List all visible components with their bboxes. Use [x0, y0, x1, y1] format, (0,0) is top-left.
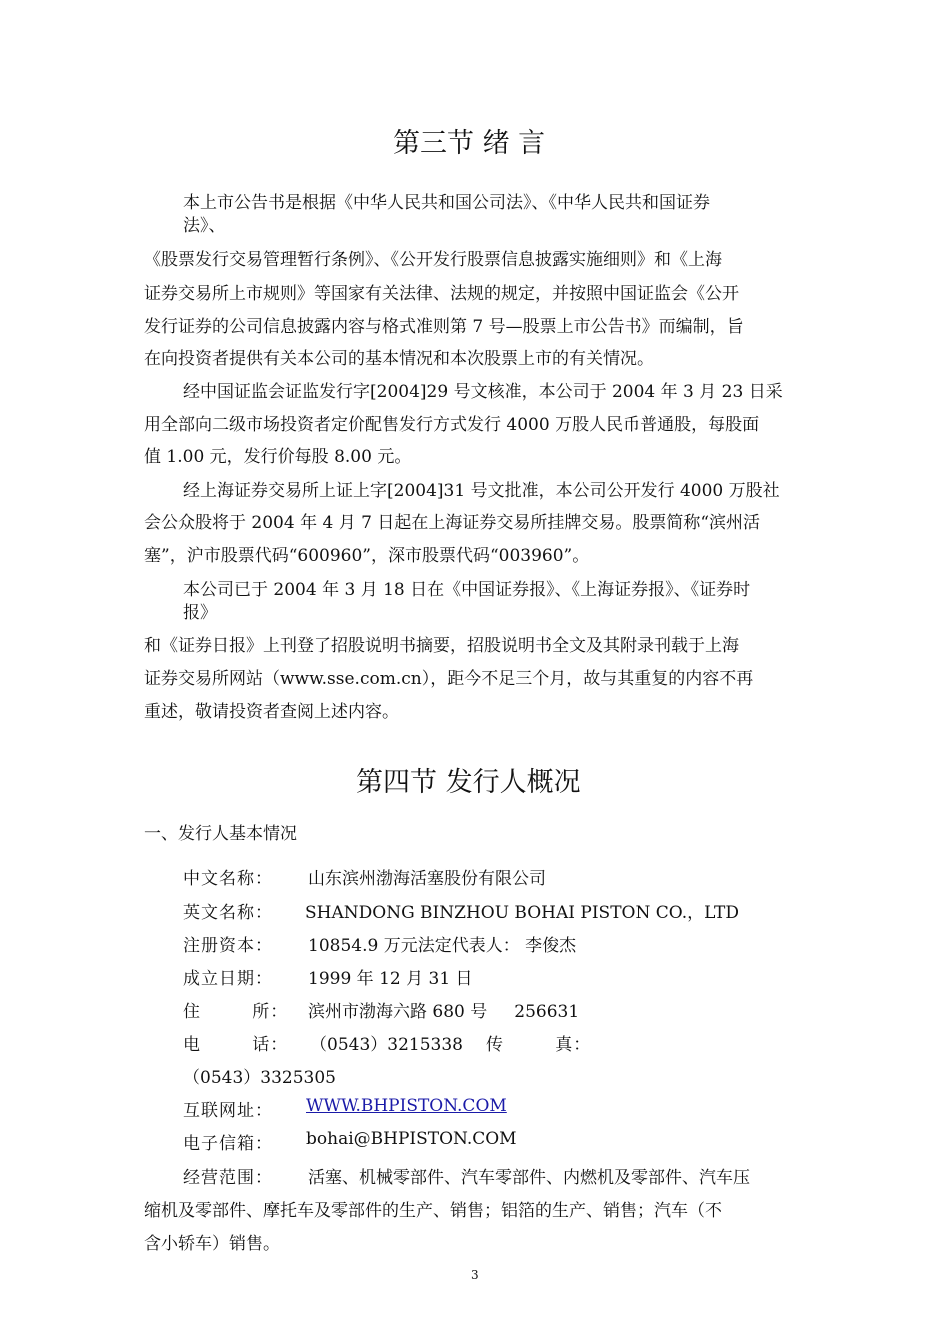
fax-value: （0543）3325305 [183, 1068, 336, 1088]
paragraph-line: 《股票发行交易管理暂行条例》、《公开发行股票信息披露实施细则》和《上海 [144, 250, 722, 270]
founded-value: 1999 年 12 月 31 日 [308, 969, 473, 989]
paragraph-line: 本公司已于 2004 年 3 月 18 日在《中国证券报》、《上海证券报》、《证券时 [183, 580, 751, 600]
section-4-title: 第四节 发行人概况 [356, 767, 581, 798]
fax-label: 传 真： [486, 1035, 592, 1055]
paragraph-line: 塞”，沪市股票代码“600960”，深市股票代码“003960”。 [144, 546, 590, 566]
address-label: 住 所： [183, 1002, 289, 1022]
en-name-value: SHANDONG BINZHOU BOHAI PISTON CO.，LTD [305, 903, 739, 923]
paragraph-line: 值 1.00 元，发行价每股 8.00 元。 [144, 447, 412, 467]
phone-label: 电 话： [183, 1035, 289, 1055]
address-value: 滨州市渤海六路 680 号 256631 [308, 1002, 580, 1022]
paragraph-line: 经中国证监会证监发行字[2004]29 号文核准，本公司于 2004 年 3 月 23 日采 [183, 382, 783, 402]
paragraph-line: 在向投资者提供有关本公司的基本情况和本次股票上市的有关情况。 [144, 349, 654, 369]
subheading: 一、发行人基本情况 [144, 824, 297, 844]
paragraph-line: 本上市公告书是根据《中华人民共和国公司法》、《中华人民共和国证券 [183, 193, 710, 213]
paragraph-line: 重述，敬请投资者查阅上述内容。 [144, 702, 399, 722]
scope-line: 活塞、机械零部件、汽车零部件、内燃机及零部件、汽车压 [308, 1168, 750, 1188]
cn-name-label: 中文名称： [183, 869, 273, 889]
cn-name-value: 山东滨州渤海活塞股份有限公司 [308, 869, 546, 889]
paragraph-line: 经上海证券交易所上证上字[2004]31 号文批准，本公司公开发行 4000 万股社 [183, 481, 780, 501]
section-3-title: 第三节 绪 言 [393, 128, 546, 159]
founded-label: 成立日期： [183, 969, 273, 989]
en-name-label: 英文名称： [183, 903, 273, 923]
scope-label: 经营范围： [183, 1168, 273, 1188]
paragraph-line: 法》、 [183, 216, 226, 236]
capital-label: 注册资本： [183, 936, 273, 956]
paragraph-line: 会公众股将于 2004 年 4 月 7 日起在上海证券交易所挂牌交易。股票简称“滨州活 [144, 513, 761, 533]
scope-line: 含小轿车）销售。 [144, 1234, 280, 1254]
email-label: 电子信箱： [183, 1134, 273, 1154]
scope-line: 缩机及零部件、摩托车及零部件的生产、销售；铝箔的生产、销售；汽车（不 [144, 1201, 722, 1221]
capital-value: 10854.9 万元法定代表人： 李俊杰 [308, 936, 577, 956]
web-label: 互联网址： [183, 1101, 273, 1121]
page-number: 3 [471, 1268, 479, 1282]
website-link[interactable]: WWW.BHPISTON.COM [306, 1096, 507, 1116]
paragraph-line: 用全部向二级市场投资者定价配售发行方式发行 4000 万股人民币普通股，每股面 [144, 415, 760, 435]
email-value: bohai@BHPISTON.COM [306, 1129, 517, 1149]
phone-value: （0543）3215338 [310, 1035, 463, 1055]
paragraph-line: 发行证券的公司信息披露内容与格式准则第 7 号—股票上市公告书》而编制，旨 [144, 317, 744, 337]
paragraph-line: 证券交易所上市规则》等国家有关法律、法规的规定，并按照中国证监会《公开 [144, 284, 739, 304]
paragraph-line: 证券交易所网站（www.sse.com.cn），距今不足三个月，故与其重复的内容不再 [144, 669, 754, 689]
paragraph-line: 报》 [183, 603, 217, 623]
paragraph-line: 和《证券日报》上刊登了招股说明书摘要，招股说明书全文及其附录刊载于上海 [144, 636, 739, 656]
